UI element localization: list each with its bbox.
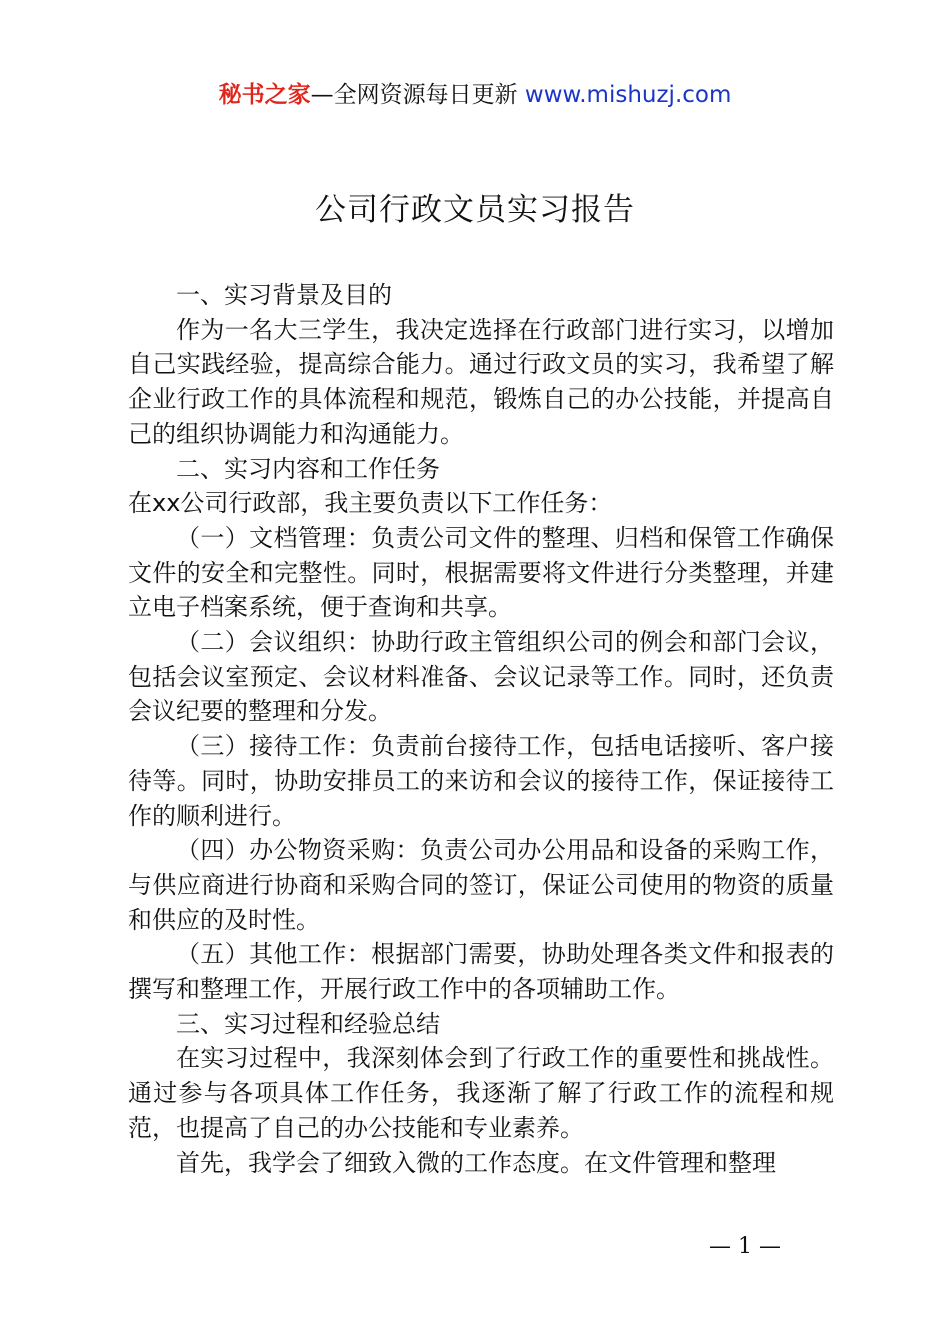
document-title: 公司行政文员实习报告 bbox=[315, 192, 635, 228]
list-item: （二）会议组织：协助行政主管组织公司的例会和部门会议，包括会议室预定、会议材料准备、会议记录等工作。同时，还负责会议纪要的整理和分发。 bbox=[128, 628, 834, 726]
list-item: （一）文档管理：负责公司文件的整理、归档和保管工作确保文件的安全和完整性。同时，根据需要将文件进行分类整理，并建立电子档案系统，便于查询和共享。 bbox=[128, 523, 834, 622]
paragraph: 作为一名大三学生，我决定选择在行政部门进行实习，以增加自己实践经验，提高综合能力。通过行政文员的实习，我希望了解企业行政工作的具体流程和规范，锻炼自己的办公技能，并提高自己的组织协调能力和沟通能力。 bbox=[128, 315, 834, 448]
section-heading: 一、实习背景及目的 bbox=[176, 281, 392, 309]
list-item: （三）接待工作：负责前台接待工作，包括电话接听、客户接待等。同时，协助安排员工的来访和会议的接待工作，保证接待工作的顺利进行。 bbox=[128, 732, 834, 830]
page-number: — 1 — bbox=[709, 1234, 781, 1259]
section-heading: 三、实习过程和经验总结 bbox=[176, 1009, 440, 1038]
brand-name: 秘书之家 bbox=[218, 82, 311, 108]
site-url-link[interactable]: www.mishuzj.com bbox=[524, 82, 732, 108]
document-body bbox=[128, 278, 834, 1180]
paragraph: 在实习过程中，我深刻体会到了行政工作的重要性和挑战性。通过参与各项具体工作任务，我逐渐了解了行政工作的流程和规范，也提高了自己的办公技能和专业素养。 bbox=[128, 1044, 834, 1142]
site-header bbox=[0, 80, 950, 110]
paragraph: 首先，我学会了细致入微的工作态度。在文件管理和整理 bbox=[176, 1148, 776, 1177]
list-item: （四）办公物资采购：负责公司办公用品和设备的采购工作，与供应商进行协商和采购合同的签订，保证公司使用的物资的质量和供应的及时性。 bbox=[128, 836, 834, 934]
list-item: （五）其他工作：根据部门需要，协助处理各类文件和报表的撰写和整理工作，开展行政工作中的各项辅助工作。 bbox=[128, 940, 834, 1004]
header-tagline: —全网资源每日更新 bbox=[310, 82, 525, 108]
section-heading: 二、实习内容和工作任务 bbox=[176, 454, 440, 483]
paragraph: 在xx公司行政部，我主要负责以下工作任务： bbox=[128, 489, 613, 518]
